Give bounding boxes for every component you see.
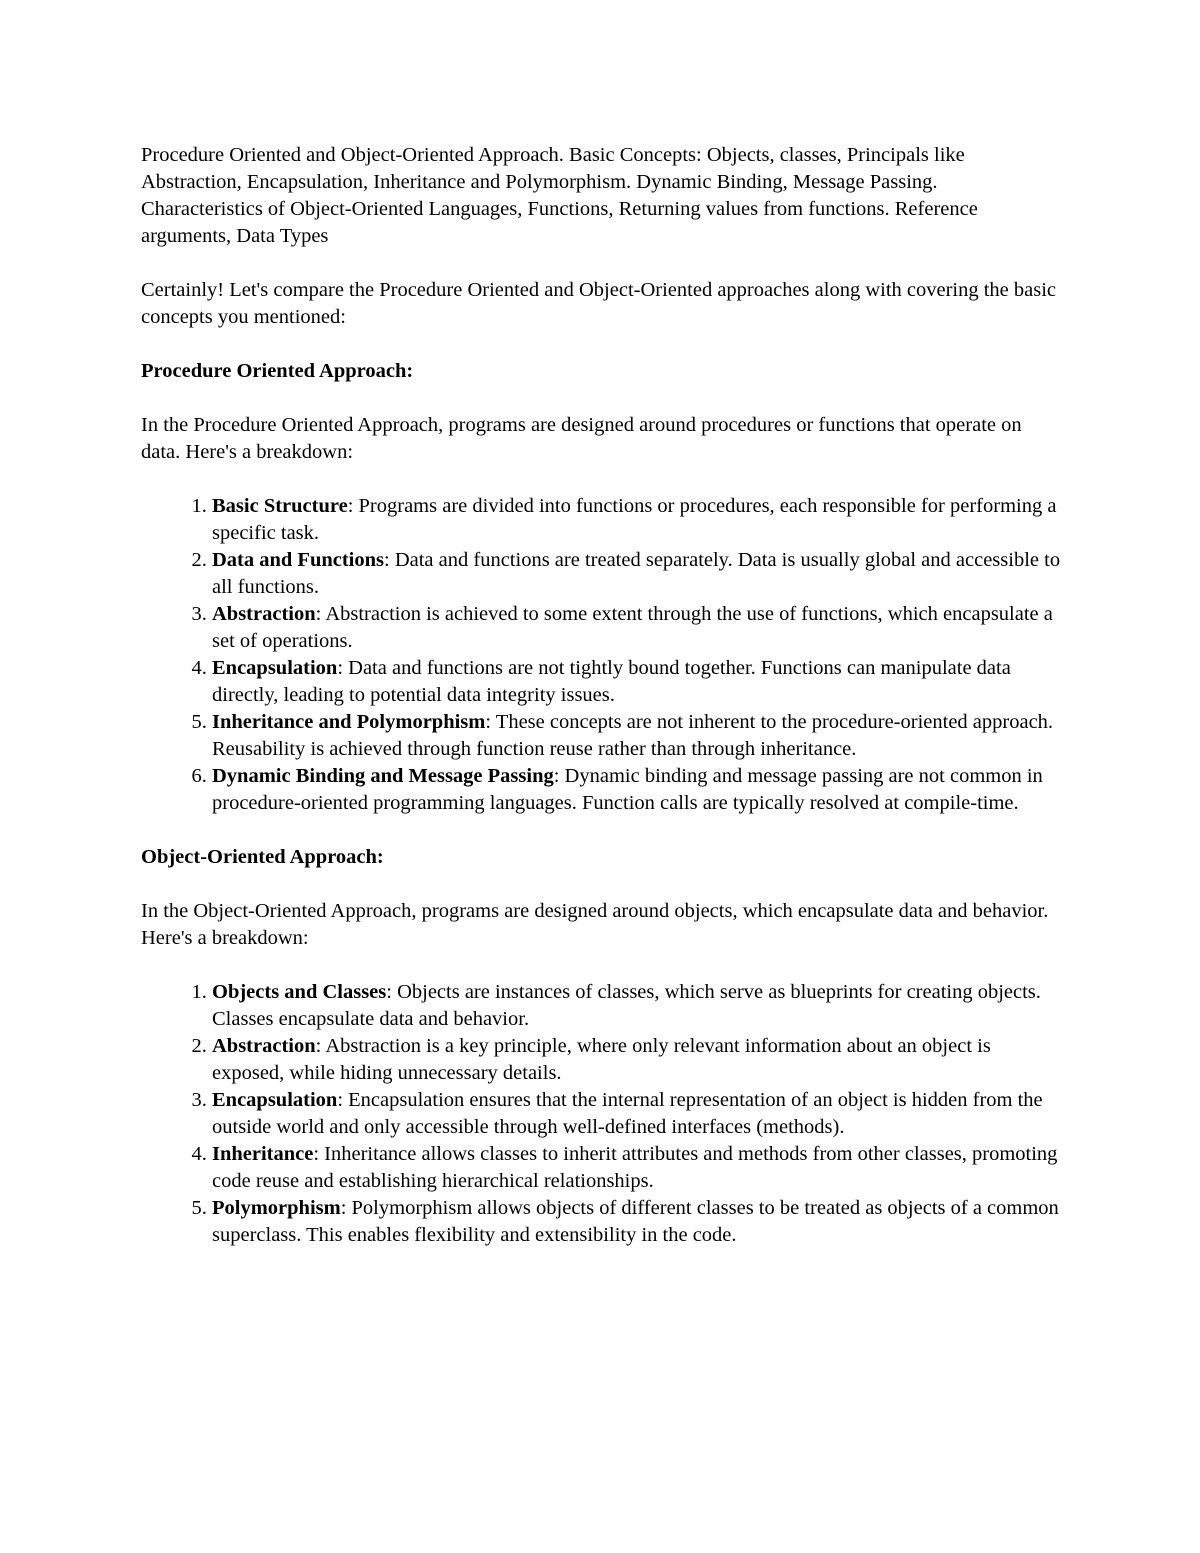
list-item-text: : Dynamic binding and message passing are not common in procedure-oriented programming languages. Function calls are typically resolved at compile-time. xyxy=(212,765,1043,814)
reply-opening-paragraph: Certainly! Let's compare the Procedure Oriented and Object-Oriented approaches along with covering the basic concepts you mentioned: xyxy=(141,279,1057,328)
list-item xyxy=(212,763,1061,817)
list-item-text: : Encapsulation ensures that the internal representation of an object is hidden from the outside world and only accessible through well-defined interfaces (methods). xyxy=(212,1089,1043,1138)
list-item xyxy=(212,979,1061,1033)
list-item-text: : Abstraction is achieved to some extent through the use of functions, which encapsulate a set of operations. xyxy=(212,603,1053,652)
list-item xyxy=(212,547,1061,601)
list-item-text: : Polymorphism allows objects of different classes to be treated as objects of a common superclass. This enables flexibility and extensibility in the code. xyxy=(212,1197,1059,1246)
list-item-text: : Data and functions are not tightly bound together. Functions can manipulate data directly, leading to potential data integrity issues. xyxy=(212,657,1011,706)
list-item xyxy=(212,1087,1061,1141)
object-section-heading: Object-Oriented Approach: xyxy=(141,846,384,868)
object-concepts-list xyxy=(141,979,1061,1249)
list-item-text: : Data and functions are treated separately. Data is usually global and accessible to all functions. xyxy=(212,549,1061,598)
list-item xyxy=(212,493,1061,547)
list-item xyxy=(212,709,1061,763)
list-item-text: : Inheritance allows classes to inherit attributes and methods from other classes, promoting code reuse and establishing hierarchical relationships. xyxy=(212,1143,1058,1192)
list-item xyxy=(212,655,1061,709)
list-item-term: Inheritance and Polymorphism xyxy=(212,711,486,733)
list-item-term: Data and Functions xyxy=(212,549,385,571)
intro-paragraph: Procedure Oriented and Object-Oriented Approach. Basic Concepts: Objects, classes, Principals like Abstraction, Encapsulation, Inheritance and Polymorphism. Dynamic Binding, Message Passing. Characteristics of Object-Oriented Languages, Functions, Returning values from functions. Reference arguments, Data Types xyxy=(141,144,978,247)
list-item-term: Inheritance xyxy=(212,1143,314,1165)
list-item xyxy=(212,1141,1061,1195)
list-item-term: Polymorphism xyxy=(212,1197,341,1219)
list-item-text: : Objects are instances of classes, which serve as blueprints for creating objects. Classes encapsulate data and behavior. xyxy=(212,981,1041,1030)
list-item-term: Encapsulation xyxy=(212,1089,338,1111)
document-body xyxy=(141,142,1061,1276)
procedure-section-intro: In the Procedure Oriented Approach, programs are designed around procedures or functions that operate on data. Here's a breakdown: xyxy=(141,414,1022,463)
list-item xyxy=(212,1033,1061,1087)
list-item-term: Basic Structure xyxy=(212,495,348,517)
list-item-term: Abstraction xyxy=(212,1035,316,1057)
list-item xyxy=(212,1195,1061,1249)
list-item-term: Dynamic Binding and Message Passing xyxy=(212,765,554,787)
list-item-term: Encapsulation xyxy=(212,657,338,679)
procedure-section-heading: Procedure Oriented Approach: xyxy=(141,360,414,382)
procedure-concepts-list xyxy=(141,493,1061,817)
list-item xyxy=(212,601,1061,655)
list-item-text: : Programs are divided into functions or procedures, each responsible for performing a specific task. xyxy=(212,495,1057,544)
list-item-text: : These concepts are not inherent to the procedure-oriented approach. Reusability is achieved through function reuse rather than through inheritance. xyxy=(212,711,1054,760)
list-item-term: Objects and Classes xyxy=(212,981,387,1003)
list-item-text: : Abstraction is a key principle, where only relevant information about an object is exposed, while hiding unnecessary details. xyxy=(212,1035,991,1084)
list-item-term: Abstraction xyxy=(212,603,316,625)
object-section-intro: In the Object-Oriented Approach, programs are designed around objects, which encapsulate data and behavior. Here's a breakdown: xyxy=(141,900,1049,949)
